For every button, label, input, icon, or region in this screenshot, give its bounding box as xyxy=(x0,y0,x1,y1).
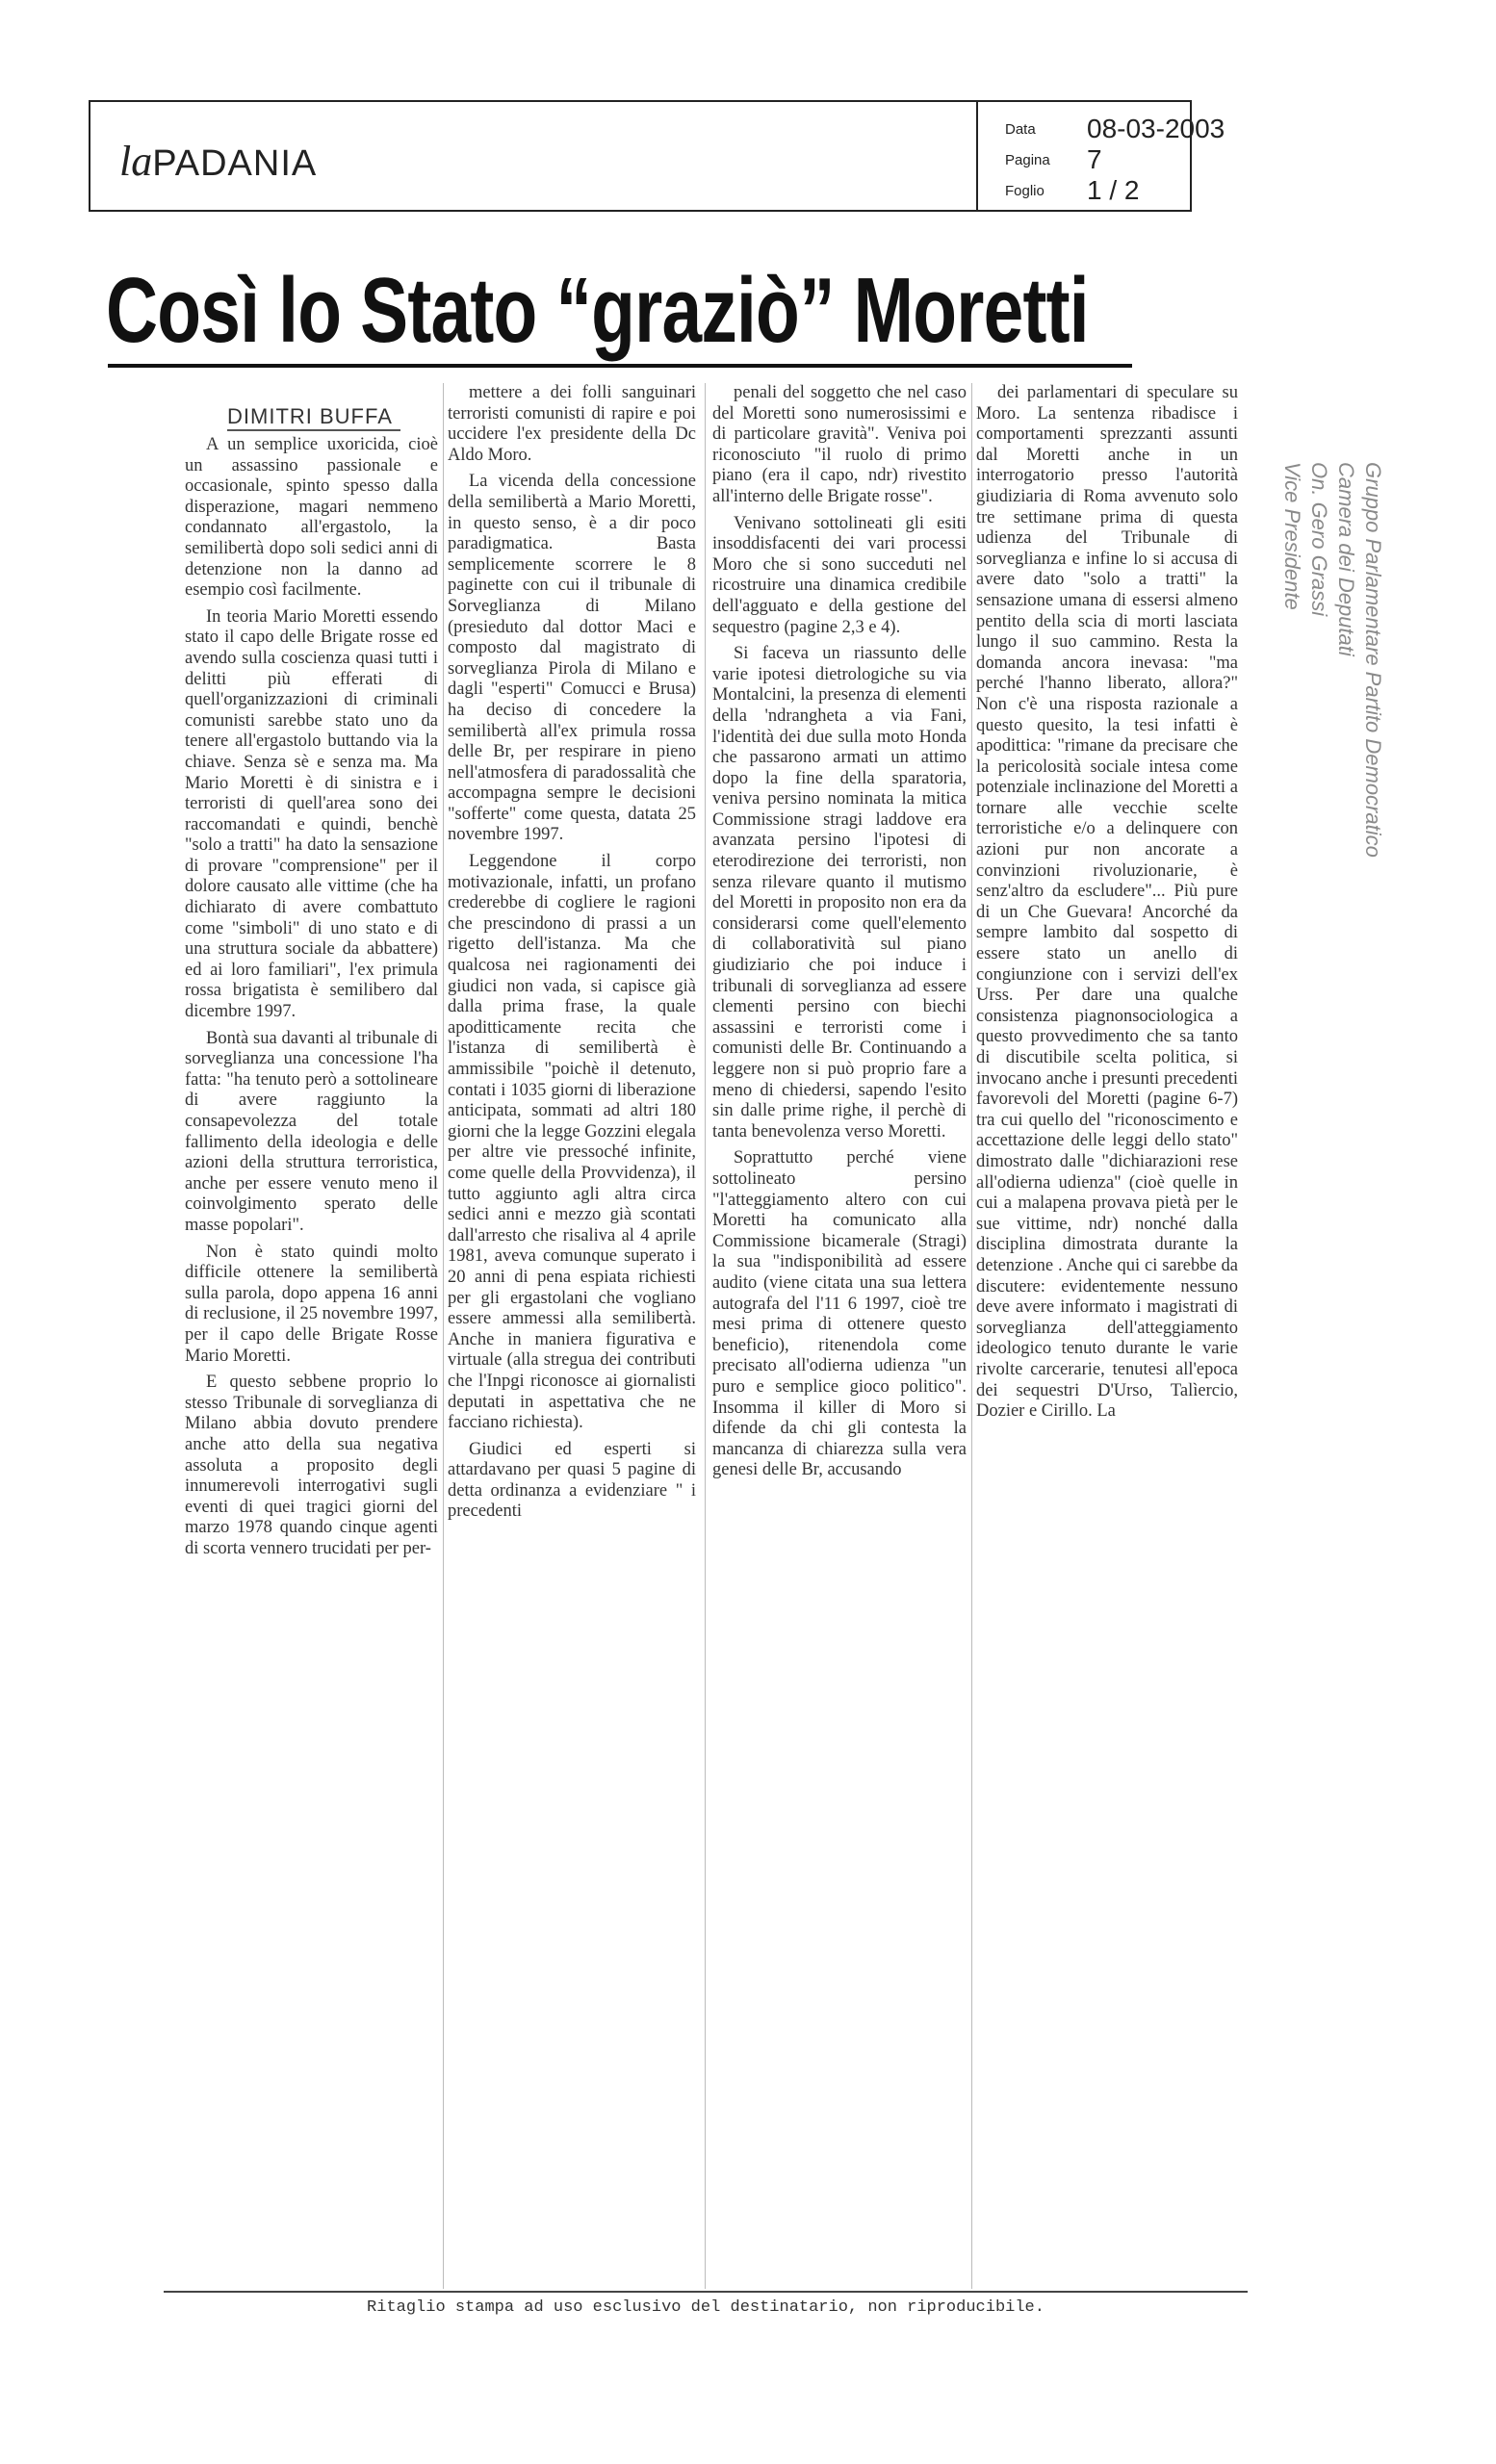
article-byline: DIMITRI BUFFA xyxy=(227,404,393,428)
parliament-stamp xyxy=(1278,462,1386,858)
newspaper-logo xyxy=(119,137,317,186)
article-column-3 xyxy=(712,383,967,2270)
paragraph: Si faceva un riassunto delle varie ipotesi dietrologiche su via Montalcini, la presenza di elementi della 'ndrangheta a via Fani, l'identità dei due sulla moto Honda che passarono armati un attimo dopo la fine della sparatoria, veniva persino nominata la mitica Commissione stragi laddove era avanzata persino l'ipotesi di eterodirezione dei terroristi, non senza rilevare quanto il mutismo del Moretti in proposito non era da considerarsi come quell'elemento di collaboratività sul piano giudiziario che poi inducе i tribunali di sorveglianza ad essere clementi persino con biechi assassini e terroristi come i comunisti delle Br. Continuando a leggere non si può proprio fare a meno di chiedersi, sapendo l'esito sin dalle prime righe, il perchè di tanta benevolenza verso Moretti. xyxy=(712,644,967,1142)
column-separator xyxy=(971,383,972,2289)
logo-la: la xyxy=(119,138,153,185)
article-headline: Così lo Stato “graziò” Moretti xyxy=(106,259,1089,362)
article-column-2 xyxy=(448,383,696,2270)
paragraph: Bontà sua davanti al tribunale di sorveglianza una concessione l'ha fatta: "ha tenuto però a sottolineare di avere raggiunto la consapevolezza del totale fallimento della ideologia e delle azioni della struttura terroristica, anche per essere venuto meno il coinvolgimento sperato delle masse popolari". xyxy=(185,1028,438,1235)
paragraph: La vicenda della concessione della semilibertà a Mario Moretti, in questo senso, è a dir poco paradigmatica. Basta semplicemente scorrere le 8 paginette con cui il tribunale di Sorveglianza di Milano (presieduto dal dottor Maci e composto dal magistrato di sorveglianza Pirola di Milano e dagli "esperti" Comucci e Brusa) ha deciso di concedere la semilibertà all'ex primula rossa delle Br, per respirare in pieno nell'atmosfera di paradossalità che accompagna sempre le decisioni "sofferte" come questa, datata 25 novembre 1997. xyxy=(448,472,696,845)
stamp-line: Vice Presidente xyxy=(1280,462,1304,610)
sheet-value: 1 / 2 xyxy=(1087,175,1140,205)
date-value: 08-03-2003 xyxy=(1087,114,1225,143)
stamp-line: Gruppo Parlamentare Partito Democratico xyxy=(1361,462,1385,858)
paragraph: Non è stato quindi molto difficile ottenere la semilibertà sulla parola, dopo appena 16 anni di reclusione, il 25 novembre 1997, per il capo delle Brigate Rosse Mario Moretti. xyxy=(185,1242,438,1366)
sheet-label: Foglio xyxy=(1005,183,1045,199)
paragraph: Venivano sottolineati gli esiti insoddisfacenti dei vari processi Moro che si sono succeduti nel ricostruire una dinamica credibile dell'agguato e della gestione del sequestro (pagine 2,3 e 4). xyxy=(712,513,967,637)
page-value: 7 xyxy=(1087,144,1102,174)
stamp-line: On. Gero Grassi xyxy=(1307,462,1331,617)
date-label: Data xyxy=(1005,121,1036,138)
paragraph: Leggendone il corpo motivazionale, infatti, un profano crederebbe di cogliere le ragioni che prescindono di prassi a un rigetto dell'istanza. Ma che qualcosa nei ragionamenti dei giudici non vada, si capisce già dalla prima frase, la quale apoditticamente recita che l'istanza di semilibertà è ammissibile "poichè il detenuto, contati i 1035 giorni di liberazione anticipata, sommati ad altri 180 giorni che la legge Gozzini elegala per altre vie pressoché infinite, come quelle della Provvidenza), il tutto aggiunto agli altra circa sedici anni e mezzo già scontati dall'arresto che risaliva al 4 aprile 1981, aveva comunque superato i 20 anni di pena espiata richiesti per gli ergastolani che vogliano essere ammessi alla semilibertà. Anche in maniera figurativa e virtuale (alla stregua dei contributi che l'Inpgi riconosce ai giornalisti deputati in aspettativa che ne facciano richiesta). xyxy=(448,852,696,1433)
footer-rule xyxy=(164,2291,1248,2293)
paragraph: E questo sebbene proprio lo stesso Tribunale di sorveglianza di Milano abbia dovuto prendere anche atto della sua negativa assoluta a proposito degli innumerevoli interrogativi sugli eventi di quei tragici giorni del marzo 1978 quando cinque agenti di scorta vennero trucidati per per- xyxy=(185,1373,438,1558)
logo-padania: PADANIA xyxy=(152,143,318,184)
clipping-header xyxy=(89,100,1225,212)
clipping-disclaimer: Ritaglio stampa ad uso esclusivo del destinatario, non riproducibile. xyxy=(367,2298,1045,2317)
paragraph: mettere a dei folli sanguinari terroristi comunisti di rapire e poi uccidere l'ex presidente della Dc Aldo Moro. xyxy=(448,383,696,465)
article-column-1 xyxy=(185,435,438,2322)
page-label: Pagina xyxy=(1005,152,1050,168)
header-divider xyxy=(976,102,978,210)
article-column-4 xyxy=(976,383,1238,2270)
paragraph: dei parlamentari di speculare su Moro. La sentenza ribadisce i comportamenti sprezzanti assunti dal Moretti anche in un interrogatorio presso l'autorità giudiziaria di Roma avvenuto solo tre settimane prima di questa udienza del Tribunale di sorveglianza e infine lo si accusa di avere dato "solo a tratti" la sensazione umana di essersi almeno pentito della scia di morti lasciata lungo il suo cammino. Resta la domanda ancora inevasa: "ma perché l'hanno liberato, allora?" Non c'è una risposta razionale a questo quesito, la tesi infatti è apodittica: "rimane da precisare che la pericolosità sociale intesa come potenziale inclinazione del Moretti a tornare alle vecchie scelte terroristiche e/o a delinquere con azioni pur non ancorate a convinzioni rivoluzionarie, è senz'altro da escludere"... Più pure di un Che Guevara! Ancorché da sempre lambito dal sospetto di essere stato un anello di congiunzione con i servizi dell'ex Urss. Per dare una qualche consistenza piagnonsociologica a questo provvedimento che sa tanto di discutibile scelta politica, si invocano anche i presunti precedenti favorevoli del Moretti (pagine 6-7) tra cui quello del "riconoscimento e accettazione delle leggi dello stato" dimostrato dalle "dichiarazioni rese all'odierna udienza" (cioè quelle in cui a malapena provava pietà per le sue vittime, ndr) nonché dalla disciplina dimostrata durante la detenzione . Anche qui ci sarebbe da discutere: evidentemente nessuno deve avere informato i magistrati di sorveglianza dell'atteggiamento ideologico tenuto durante le varie rivolte carcerarie, tenutesi all'epoca dei sequestri D'Urso, Talìercio, Dozier e Cirillo. La xyxy=(976,383,1238,1422)
stamp-line: Camera dei Deputati xyxy=(1334,462,1358,656)
column-separator xyxy=(443,383,444,2289)
column-separator xyxy=(705,383,706,2289)
paragraph: In teoria Mario Moretti essendo stato il capo delle Brigate rosse ed avendo sulla coscienza quasi tutti i delitti più efferati di quell'organizzazioni di criminali comunisti sarebbe stato uno da tenere all'ergastolo buttando via la chiave. Senza sè e senza ma. Ma Mario Moretti è di sinistra e i terroristi di quell'area sono dei raccomandati e quindi, benchè "solo a tratti" ha dato la sensazione di provare "comprensione" per il dolore causato alle vittime (che ha dichiarato di avere combattuto come "simboli" di uno stato e di una struttura sociale da abbattere) ed ai loro familiari", l'ex primula rossa brigatista è semilibero dal dicembre 1997. xyxy=(185,606,438,1022)
paragraph: Giudici ed esperti si attardavano per quasi 5 pagine di detta ordinanza a evidenziare " i precedenti xyxy=(448,1439,696,1522)
paragraph: penali del soggetto che nel caso del Moretti sono numerosissimi e di particolare gravità". Veniva poi riconosciuto "il ruolo di primo piano (era il capo, ndr) rivestito all'interno delle Brigate rosse". xyxy=(712,383,967,506)
paragraph: A un semplice uxoricida, cioè un assassino passionale e occasionale, spinto spesso dalla disperazione, magari nemmeno condannato all'ergastolo, la semilibertà dopo soli sedici anni di detenzione non la danno ad esempio così facilmente. xyxy=(185,435,438,601)
paragraph: Soprattutto perché viene sottolineato persino "l'atteggiamento altero con cui Moretti ha comunicato alla Commissione bicamerale (Stragi) la sua "indisponibilità ad essere audito (viene citata una sua lettera autografa del l'11 6 1997, cioè tre mesi prima di ottenere questo beneficio), ritenendola come precisato all'odierna udienza "un puro e semplice gioco politico". Insomma il killer di Moro si difende da chi gli contesta la mancanza di chiarezza sulla vera genesi delle Br, accusando xyxy=(712,1148,967,1480)
byline-underline xyxy=(227,429,400,431)
headline-underline xyxy=(108,364,1132,368)
